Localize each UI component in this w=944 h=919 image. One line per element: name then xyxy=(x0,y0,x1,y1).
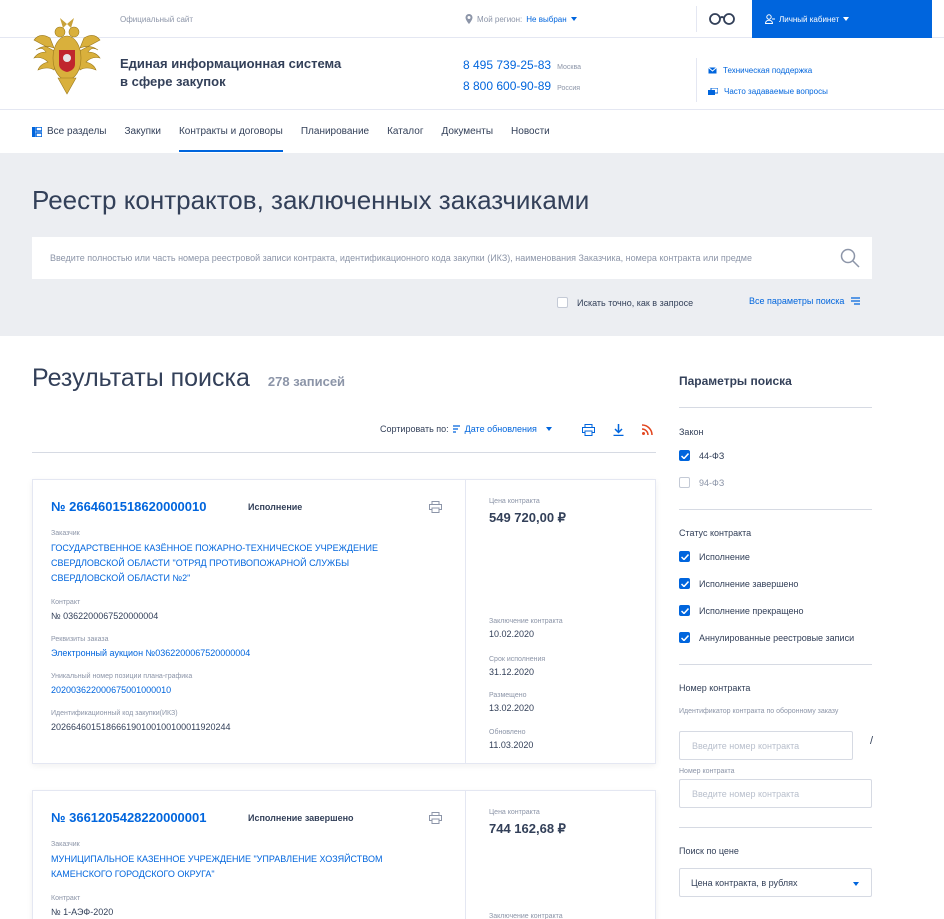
divider xyxy=(696,6,697,32)
site-title-line2: в сфере закупок xyxy=(120,74,226,89)
price-label: Цена контракта xyxy=(489,809,540,816)
personal-cabinet-button[interactable] xyxy=(752,0,932,38)
results-header xyxy=(32,364,345,393)
checkbox-box[interactable] xyxy=(557,297,568,308)
checkbox-box[interactable] xyxy=(679,605,690,616)
customer-link[interactable] xyxy=(51,541,447,586)
user-icon xyxy=(765,14,775,24)
mail-icon xyxy=(708,67,717,74)
status-checkbox[interactable] xyxy=(679,551,750,562)
contract-value: № 1-АЭФ-2020 xyxy=(51,907,114,917)
defense-number-input[interactable]: Введите номер контракта xyxy=(679,731,853,760)
price-select[interactable] xyxy=(679,868,872,897)
checkbox-box[interactable] xyxy=(679,450,690,461)
card-main xyxy=(33,480,465,763)
status-label: Исполнение завершено xyxy=(699,578,799,589)
all-params-label: Все параметры поиска xyxy=(749,296,845,306)
deadline-value: 31.12.2020 xyxy=(489,667,535,677)
support-links xyxy=(708,60,828,102)
sort-icon xyxy=(453,425,460,433)
check-icon xyxy=(681,453,689,459)
law-title: Закон xyxy=(679,427,704,437)
conclusion-label: Заключение контракта xyxy=(489,618,563,625)
search-icon[interactable] xyxy=(840,248,860,268)
nav-news[interactable]: Новости xyxy=(511,126,550,137)
posted-block xyxy=(489,692,534,713)
sort-label: Сортировать по: xyxy=(380,424,449,434)
phones xyxy=(463,58,581,100)
price-value: 549 720,00 ₽ xyxy=(489,510,566,525)
plan-label: Уникальный номер позиции плана-графика xyxy=(51,673,193,680)
filter-lines-icon xyxy=(851,297,860,305)
updated-value: 11.03.2020 xyxy=(489,740,534,750)
phone-russia xyxy=(463,79,581,100)
contract-card xyxy=(32,479,656,764)
status-label: Исполнение xyxy=(699,551,750,562)
nav-catalog[interactable]: Каталог xyxy=(387,126,424,137)
checkbox-box[interactable] xyxy=(679,578,690,589)
phone-number[interactable]: 8 800 600-90-89 xyxy=(463,79,552,93)
order-label: Реквизиты заказа xyxy=(51,636,109,643)
region-label: Мой регион: xyxy=(477,14,523,24)
customer-label: Заказчик xyxy=(51,841,80,848)
deadline-label: Срок исполнения xyxy=(489,656,546,663)
law-checkbox-94[interactable] xyxy=(679,477,724,488)
sections-icon xyxy=(32,127,42,137)
conclusion-block xyxy=(489,913,563,919)
number-label: Номер контракта xyxy=(679,768,735,775)
phone-city: Москва xyxy=(557,64,581,71)
check-icon xyxy=(681,608,689,614)
checkbox-box[interactable] xyxy=(679,477,690,488)
search-panel xyxy=(0,153,944,336)
price-label: Цена контракта xyxy=(489,498,540,505)
customer-line: СВЕРДЛОВСКОЙ ОБЛАСТИ "ОТРЯД ПРОТИВОПОЖАРНОЙ СЛУЖБЫ xyxy=(51,558,350,568)
official-site-label: Официальный сайт xyxy=(120,15,194,24)
contract-number-link[interactable]: № 2664601518620000010 xyxy=(51,499,207,514)
print-icon[interactable] xyxy=(582,424,595,436)
customer-link[interactable] xyxy=(51,852,447,882)
nav-all-sections[interactable] xyxy=(32,110,106,153)
checkbox-box[interactable] xyxy=(679,632,690,643)
divider xyxy=(679,827,872,828)
status-checkbox[interactable] xyxy=(679,578,798,589)
contract-value: № 0362200067520000004 xyxy=(51,611,159,621)
updated-label: Обновлено xyxy=(489,729,526,736)
phone-moscow xyxy=(463,58,581,79)
all-params-link[interactable] xyxy=(749,296,860,306)
download-icon[interactable] xyxy=(613,424,624,436)
contract-card xyxy=(32,790,656,919)
law-label: 94-ФЗ xyxy=(699,477,725,488)
law-checkbox-44[interactable] xyxy=(679,450,724,461)
cabinet-label: Личный кабинет xyxy=(779,14,840,24)
sort-bar xyxy=(380,424,552,434)
ikz-label: Идентификационный код закупки(ИКЗ) xyxy=(51,710,178,717)
faq-link[interactable] xyxy=(708,81,828,102)
conclusion-label: Заключение контракта xyxy=(489,913,563,919)
page-title: Реестр контрактов, заключенных заказчиками xyxy=(32,185,590,215)
status-checkbox[interactable] xyxy=(679,632,854,643)
plan-link[interactable]: 202003622000675001000010 xyxy=(51,685,172,695)
sidebar-title: Параметры поиска xyxy=(679,374,792,388)
status-checkbox[interactable] xyxy=(679,605,804,616)
posted-value: 13.02.2020 xyxy=(489,703,535,713)
deadline-block xyxy=(489,656,545,677)
contract-label: Контракт xyxy=(51,599,81,606)
divider xyxy=(679,509,872,510)
result-actions xyxy=(582,424,653,436)
status-label: Аннулированные реестровые записи xyxy=(699,632,855,643)
price-title: Поиск по цене xyxy=(679,846,739,856)
order-link[interactable]: Электронный аукцион №0362200067520000004 xyxy=(51,648,251,658)
top-bar xyxy=(0,0,944,38)
divider xyxy=(32,452,656,453)
chevron-down-icon xyxy=(853,882,859,886)
customer-line: КАМЕНСКОГО ГОРОДСКОГО ОКРУГА" xyxy=(51,869,215,879)
results-count: 278 записей xyxy=(267,374,346,389)
customer-label: Заказчик xyxy=(51,530,80,537)
site-header xyxy=(0,38,944,110)
print-icon[interactable] xyxy=(429,501,442,513)
main-nav xyxy=(0,110,944,153)
status-label: Исполнение прекращено xyxy=(699,605,804,616)
law-label: 44-ФЗ xyxy=(699,450,725,461)
posted-label: Размещено xyxy=(489,692,527,699)
customer-line: МУНИЦИПАЛЬНОЕ КАЗЕННОЕ УЧРЕЖДЕНИЕ "УПРАВЛЕНИЕ ХОЗЯЙСТВОМ xyxy=(51,854,383,864)
contract-status: Исполнение xyxy=(248,502,303,512)
nav-label: Все разделы xyxy=(47,126,107,137)
contract-number-link[interactable]: № 3661205428220000001 xyxy=(51,810,207,825)
card-side xyxy=(465,480,657,763)
customer-line: ГОСУДАРСТВЕННОЕ КАЗЁННОЕ ПОЖАРНО-ТЕХНИЧЕСКОЕ УЧРЕЖДЕНИЕ xyxy=(51,543,378,553)
divider xyxy=(679,664,872,665)
search-input[interactable] xyxy=(50,253,830,263)
check-icon xyxy=(681,554,689,560)
number-title: Номер контракта xyxy=(679,683,751,693)
site-title[interactable] xyxy=(120,55,370,91)
coat-of-arms-logo[interactable] xyxy=(30,14,104,98)
exact-search-label: Искать точно, как в запросе xyxy=(577,297,694,308)
support-link[interactable] xyxy=(708,60,828,81)
contract-status: Исполнение завершено xyxy=(248,813,354,823)
check-icon xyxy=(681,581,689,587)
nav-purchases[interactable]: Закупки xyxy=(124,126,161,137)
support-link-label[interactable]: Техническая поддержка xyxy=(723,66,813,75)
site-title-line1: Единая информационная система xyxy=(120,56,342,71)
contract-number-input[interactable]: Введите номер контракта xyxy=(679,779,872,808)
nav-documents[interactable]: Документы xyxy=(441,126,494,137)
exact-search-checkbox[interactable] xyxy=(557,297,693,308)
card-side xyxy=(465,791,657,919)
conclusion-block xyxy=(489,618,563,639)
ikz-value: 202664601518666190100100100011920244 xyxy=(51,722,231,732)
price-select-value: Цена контракта, в рублях xyxy=(691,877,798,888)
check-icon xyxy=(681,635,689,641)
phone-city: Россия xyxy=(557,85,581,92)
chat-icon xyxy=(708,88,718,96)
sort-value: Дате обновления xyxy=(464,424,537,434)
contract-label: Контракт xyxy=(51,895,81,902)
card-main xyxy=(33,791,465,919)
print-icon[interactable] xyxy=(429,812,442,824)
customer-line: СВЕРДЛОВСКОЙ ОБЛАСТИ №2" xyxy=(51,573,191,583)
updated-block xyxy=(489,729,533,750)
location-pin-icon xyxy=(465,14,473,24)
conclusion-value: 10.02.2020 xyxy=(489,629,535,639)
checkbox-box[interactable] xyxy=(679,551,690,562)
search-box[interactable] xyxy=(32,237,872,279)
sort-dropdown[interactable] xyxy=(453,424,552,434)
chevron-down-icon xyxy=(843,17,849,21)
divider xyxy=(679,407,872,408)
phone-number[interactable]: 8 495 739-25-83 xyxy=(463,58,552,72)
status-title: Статус контракта xyxy=(679,528,752,538)
slash-separator: / xyxy=(870,735,874,747)
chevron-down-icon xyxy=(571,17,577,21)
price-value: 744 162,68 ₽ xyxy=(489,821,566,836)
rss-icon[interactable] xyxy=(642,424,653,435)
region-value[interactable]: Не выбран xyxy=(526,14,567,24)
nav-planning[interactable]: Планирование xyxy=(300,126,370,137)
nav-contracts[interactable]: Контракты и договоры xyxy=(179,110,283,153)
defense-label: Идентификатор контракта по оборонному заказу xyxy=(679,708,839,715)
results-title: Результаты поиска xyxy=(32,364,250,392)
region-selector[interactable] xyxy=(465,14,577,24)
faq-link-label[interactable]: Часто задаваемые вопросы xyxy=(724,87,828,96)
accessibility-glasses-icon[interactable] xyxy=(708,12,736,26)
chevron-down-icon xyxy=(546,427,552,431)
